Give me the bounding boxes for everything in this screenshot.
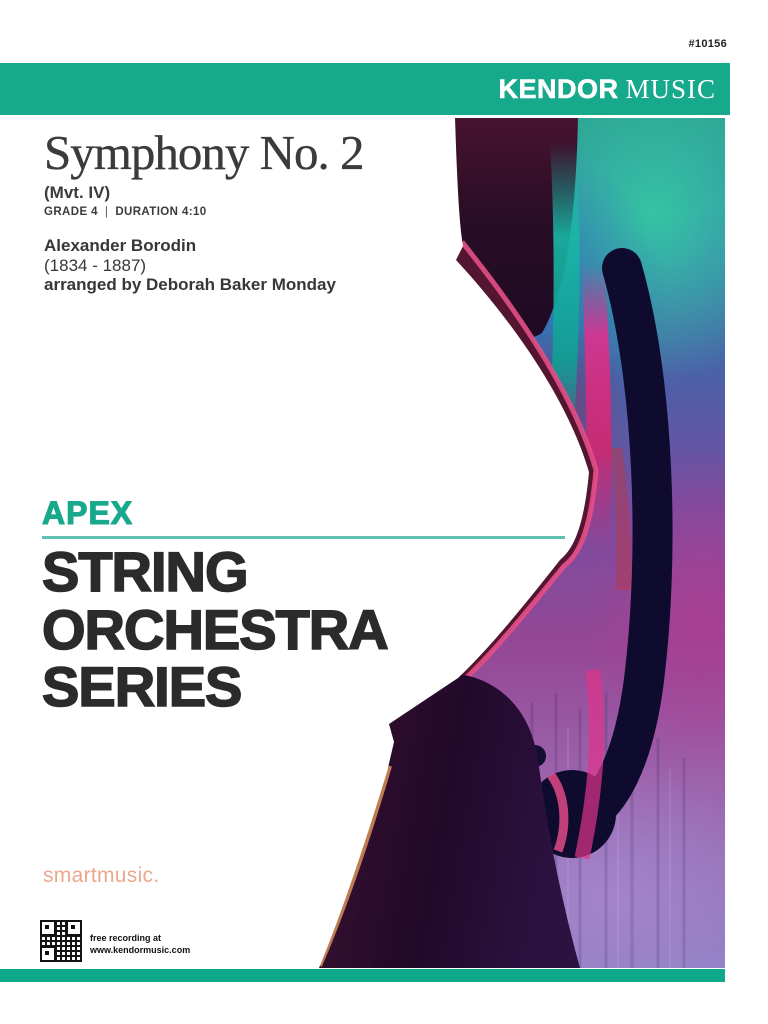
recording-caption-line1: free recording at [90, 933, 162, 943]
publisher-name-serif: MUSIC [625, 74, 716, 104]
credits-block [44, 236, 336, 295]
qr-finder-icon [66, 920, 82, 936]
catalog-number: #10156 [688, 38, 727, 50]
bottom-accent-bar [0, 969, 725, 982]
qr-code-icon [40, 920, 82, 962]
series-line-3: SERIES [42, 655, 242, 718]
qr-finder-icon [40, 920, 56, 936]
publisher-name-bold: KENDOR [498, 74, 619, 104]
separator: | [104, 206, 109, 218]
publisher-banner [0, 63, 730, 115]
recording-caption [90, 933, 190, 956]
publisher-logo [498, 63, 716, 115]
series-line-1: STRING [42, 540, 248, 603]
duration-label: DURATION 4:10 [115, 206, 207, 218]
smartmusic-logo: smartmusic. [43, 864, 160, 887]
series-line-2: ORCHESTRA [42, 597, 388, 661]
composer-dates: (1834 - 1887) [44, 255, 147, 275]
series-title [42, 540, 388, 718]
qr-finder-icon [40, 946, 56, 962]
page-title: Symphony No. 2 [44, 125, 364, 180]
grade-label: GRADE 4 [44, 206, 98, 218]
movement-subtitle: (Mvt. IV) [44, 183, 111, 202]
grade-duration-line [44, 206, 207, 218]
recording-caption-line2: www.kendormusic.com [90, 944, 191, 955]
series-rule [42, 536, 565, 539]
series-brand: APEX [42, 495, 134, 531]
arranger-credit: arranged by Deborah Baker Monday [44, 275, 336, 294]
composer-name: Alexander Borodin [44, 236, 197, 255]
